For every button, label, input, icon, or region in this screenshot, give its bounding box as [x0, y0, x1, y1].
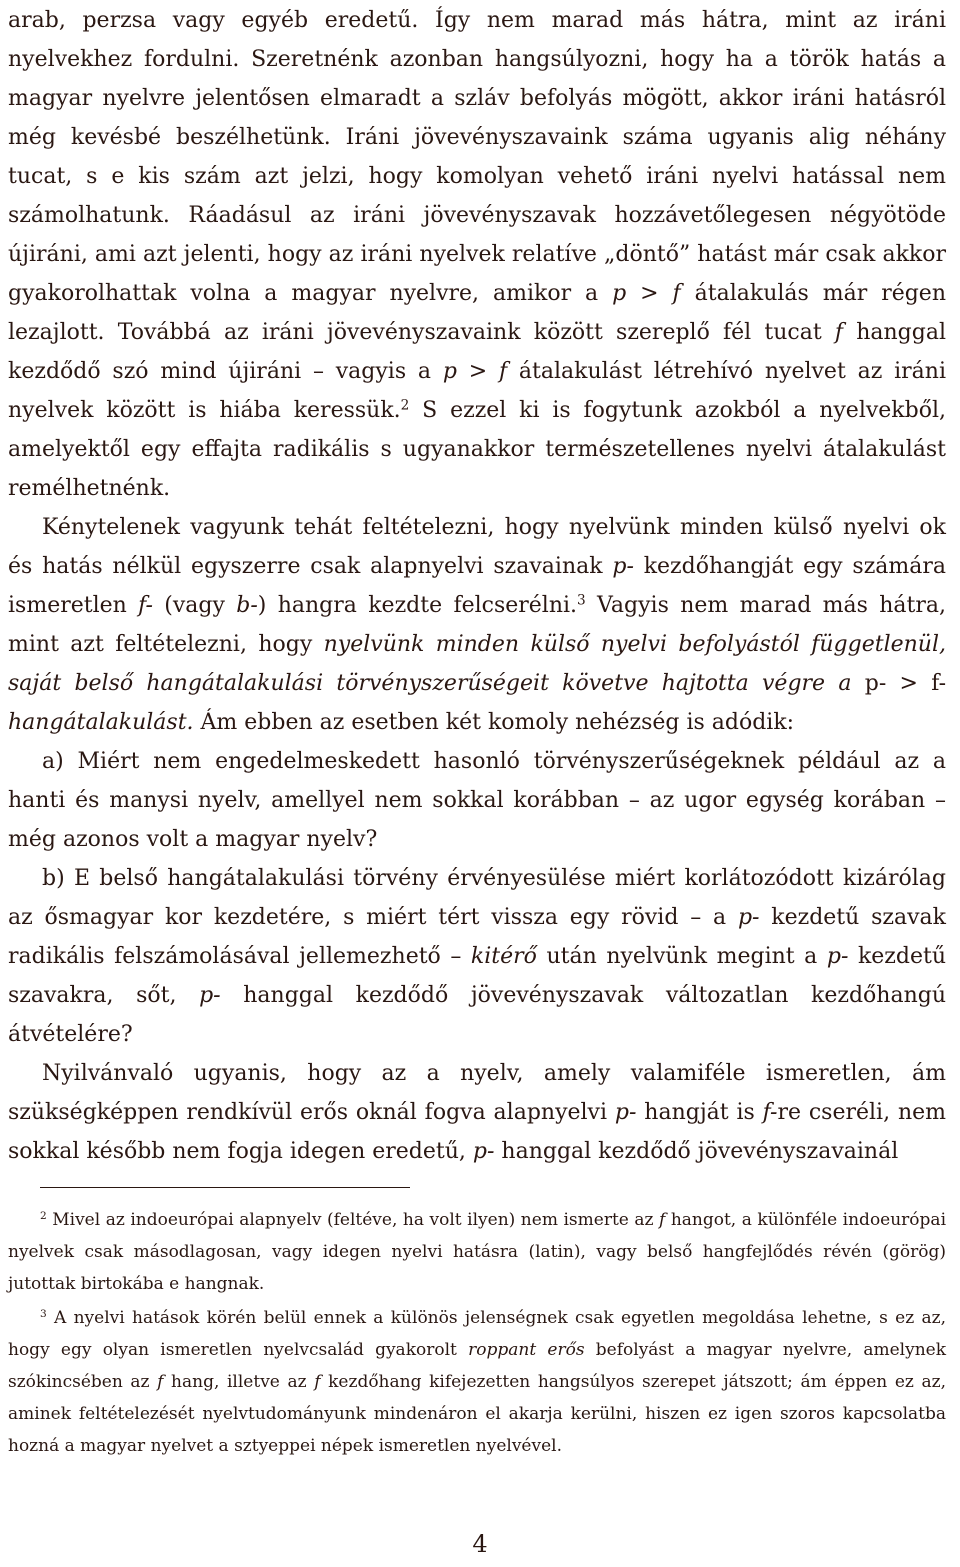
italic-text: f	[834, 320, 844, 345]
text-run: Nyilvánvaló ugyanis, hogy az a nyelv, amely valamiféle ismeretlen, ám szükségképpen rendkívül erős oknál fogva alapnyelvi	[8, 1061, 946, 1125]
footnote-ref: 2	[40, 1210, 47, 1223]
text-run: (vagy	[152, 593, 237, 618]
text-run: Ám ebben az esetben két komoly nehézség is adódik:	[193, 710, 795, 735]
italic-text: kitérő	[470, 944, 537, 969]
text-run: átalakulás már régen lezajlott. Továbbá az iráni jövevényszavaink között szereplő fél tucat	[8, 281, 947, 345]
italic-text: f	[157, 1372, 164, 1392]
text-run: hanggal kezdődő jövevényszavak változatlan kezdőhangú átvételére?	[8, 983, 946, 1047]
italic-text: b-	[236, 593, 258, 618]
text-run: re cseréli, nem sokkal később nem fogja idegen eredetű,	[8, 1100, 946, 1164]
italic-text: hangátalakulást.	[8, 710, 194, 735]
italic-text: p-	[472, 1139, 495, 1164]
italic-text: p-	[614, 1100, 637, 1125]
text-run: befolyást a magyar nyelvre, amelynek szókincsében az	[8, 1340, 946, 1392]
text-run: Mivel az indoeurópai alapnyelv (feltéve, ha volt ilyen) nem ismerte az	[46, 1210, 659, 1230]
text-run: hang, illetve az	[163, 1372, 315, 1392]
text-run: ) hangra kezdte felcserélni.	[257, 593, 578, 618]
main-text	[8, 1, 946, 1171]
italic-text: nyelvünk minden külső nyelvi befolyástól függetlenül, saját belső hangátalakulási törvényszerűségeit követve hajtotta végre a	[8, 632, 946, 696]
text-run: a) Miért nem engedelmeskedett hasonló törvényszerűségeknek például az a hanti és manysi nyelv, amellyel nem sokkal korábban – az ugor egység korában – még azonos volt a magyar nyelv?	[8, 749, 946, 852]
footnote-ref: 2	[400, 397, 410, 414]
text-run: S ezzel ki is fogytunk azokból a nyelvekből, amelyektől egy effajta radikális s ugyanakkor természetellenes nyelvi átalakulást remélhetnénk.	[8, 398, 946, 501]
footnotes	[8, 1204, 946, 1462]
italic-text: f-	[762, 1100, 778, 1125]
italic-text: f	[659, 1210, 666, 1230]
paragraph	[8, 1054, 946, 1171]
page-number: 4	[472, 1530, 488, 1558]
text-run: A nyelvi hatások körén belül ennek a különös jelenségnek csak egyetlen megoldása lehetne, s ez az, hogy egy olyan ismeretlen nyelvcsalád gyakorolt	[8, 1308, 946, 1360]
paragraph	[8, 508, 946, 742]
text-run: hangot, a különféle indoeurópai nyelvek csak másodlagosan, vagy idegen nyelvi hatásra (latin), vagy belső hangfejlődés révén (görög) jutottak birtokába e hangnak.	[8, 1210, 947, 1294]
text-run: Kénytelenek vagyunk tehát feltételezni, hogy nyelvünk minden külső nyelvi ok és hatás nélkül egyszerre csak alapnyelvi szavainak	[8, 515, 946, 579]
italic-text: p > f	[442, 359, 508, 384]
text-run: kezdőhangját egy számára ismeretlen	[8, 554, 947, 618]
text-run: arab, perzsa vagy egyéb eredetű. Így nem marad más hátra, mint az iráni nyelvekhez fordulni. Szeretnénk azonban hangsúlyozni, hogy ha a török hatás a magyar nyelvre jelentősen elmaradt a szláv befolyás mögött, akkor iráni hatásról még kevésbé beszélhetünk. Iráni jövevényszavaink száma ugyanis alig néhány tucat, s e kis szám azt jelzi, hogy komolyan vehető iráni nyelvi hatással nem számolhatunk. Ráadásul az iráni jövevényszavak hozzávetőlegesen négyötöde újiráni, ami azt jelenti, hogy az iráni nyelvek relatíve „döntő” hatást már csak akkor gyakorolhattak volna a magyar nyelvre, amikor a	[8, 8, 946, 306]
text-run: p- > f-	[851, 671, 947, 696]
footnote-ref: 3	[577, 592, 586, 609]
text-run: Vagyis nem marad más hátra, mint azt feltételezni, hogy	[8, 593, 946, 657]
text-run: hanggal kezdődő jövevényszavainál	[494, 1139, 899, 1164]
italic-text: roppant erős	[468, 1340, 585, 1360]
text-run: b) E belső hangátalakulási törvény érvényesülése miért korlátozódott kizárólag az ősmagyar kor kezdetére, s miért tért vissza egy rövid – a	[8, 866, 946, 930]
italic-text: p-	[826, 944, 849, 969]
text-run: átalakulást létrehívó nyelvet az iráni nyelvek között is hiába keressük.	[8, 359, 946, 423]
footnote-separator	[40, 1187, 410, 1188]
italic-text: f-	[138, 593, 153, 618]
italic-text: p-	[737, 905, 760, 930]
italic-text: f	[314, 1372, 321, 1392]
footnote-ref: 3	[40, 1308, 47, 1321]
text-run: hanggal kezdődő szó mind újiráni – vagyis a	[8, 320, 946, 384]
footnote-2	[8, 1204, 946, 1300]
italic-text: p-	[199, 983, 221, 1008]
italic-text: p > f	[612, 281, 681, 306]
list-item-a	[8, 742, 946, 859]
text-run: kezdetű szavak radikális felszámolásával jellemezhető –	[8, 905, 946, 969]
text-run: kezdőhang kifejezetten hangsúlyos szerepet játszott; ám éppen ez az, aminek feltételezését nyelvtudományunk mindenáron el akarja kerülni, hiszen ez igen szoros kapcsolatba hozná a magyar nyelvet a sztyeppei népek ismeretlen nyelvével.	[8, 1372, 946, 1456]
text-run: kezdetű szavakra, sőt,	[8, 944, 946, 1008]
text-run: után nyelvünk megint a	[536, 944, 827, 969]
text-run: hangját is	[636, 1100, 763, 1125]
paragraph	[8, 1, 946, 508]
list-item-b	[8, 859, 946, 1054]
italic-text: p-	[612, 554, 634, 579]
footnote-3	[8, 1302, 946, 1462]
